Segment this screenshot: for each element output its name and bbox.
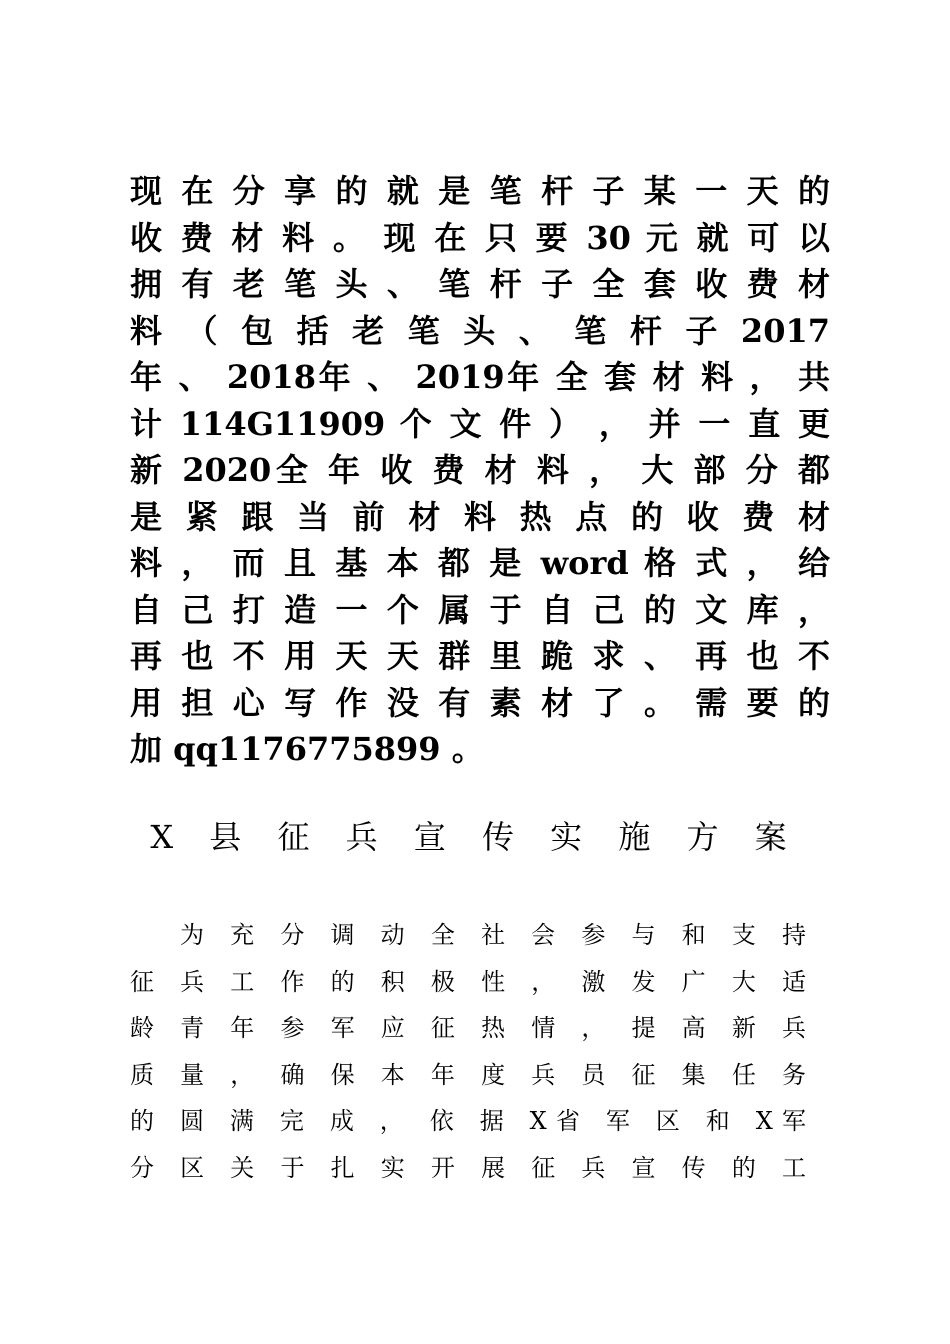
promo-line: 拥 有 老 笔 头 、 笔 杆 子 全 套 收 费 材 bbox=[130, 265, 830, 303]
body-line: 龄 青 年 参 军 应 征 热 情 ， 提 高 新 兵 bbox=[130, 1014, 806, 1042]
promo-paragraph bbox=[130, 168, 830, 773]
body-line: 为 充 分 调 动 全 社 会 参 与 和 支 持 bbox=[180, 921, 806, 949]
promo-line: 现 在 分 享 的 就 是 笔 杆 子 某 一 天 的 bbox=[130, 172, 830, 210]
body-line: 的 圆 满 完 成 ， 依 据 X省 军 区 和 X军 bbox=[130, 1107, 806, 1135]
promo-line: 自 己 打 造 一 个 属 于 自 己 的 文 库 ， bbox=[130, 590, 830, 629]
document-title: X 县 征 兵 宣 传 实 施 方 案 bbox=[150, 818, 800, 856]
promo-line: 再 也 不 用 天 天 群 里 跪 求 、 再 也 不 bbox=[130, 637, 830, 675]
promo-line: 料 （ 包 括 老 笔 头 、 笔 杆 子 2017 bbox=[130, 311, 830, 350]
body-line: 分 区 关 于 扎 实 开 展 征 兵 宣 传 的 工 bbox=[130, 1153, 806, 1182]
document-body bbox=[130, 912, 806, 1191]
body-line: 征 兵 工 作 的 积 极 性 ， 激 发 广 大 适 bbox=[130, 967, 806, 996]
body-line: 质 量 ， 确 保 本 年 度 兵 员 征 集 任 务 bbox=[130, 1060, 806, 1089]
promo-line: 料 ， 而 且 基 本 都 是 word 格 式 ， 给 bbox=[130, 544, 830, 582]
promo-line: 收 费 材 料 。 现 在 只 要 30 元 就 可 以 bbox=[130, 218, 830, 257]
promo-line: 新 2020全 年 收 费 材 料 ， 大 部 分 都 bbox=[130, 451, 830, 489]
promo-line: 计 114G11909 个 文 件 ） ， 并 一 直 更 bbox=[130, 404, 830, 443]
promo-line: 用 担 心 写 作 没 有 素 材 了 。 需 要 的 bbox=[130, 683, 830, 722]
promo-line: 是 紧 跟 当 前 材 料 热 点 的 收 费 材 bbox=[130, 497, 830, 536]
promo-line: 年 、 2018年 、 2019年 全 套 材 料 ， 共 bbox=[130, 358, 830, 396]
promo-line: 加 qq1176775899 。 bbox=[130, 730, 484, 768]
